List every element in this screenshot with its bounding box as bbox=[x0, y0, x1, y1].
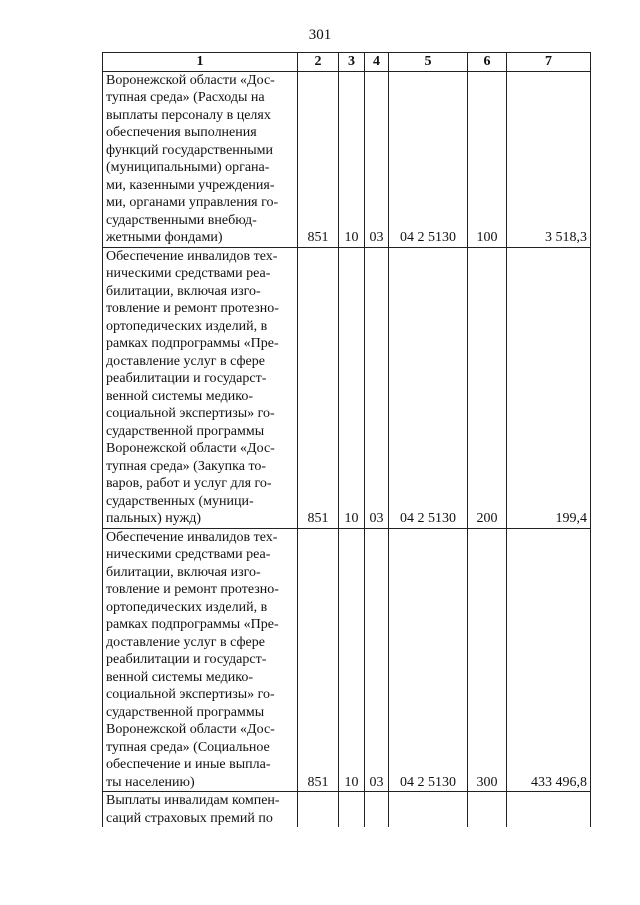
row-code-col-5: 04 2 5130 bbox=[389, 71, 468, 247]
row-code-col-6: 200 bbox=[468, 247, 507, 528]
header-col-7: 7 bbox=[507, 53, 591, 72]
row-code-col-3: 10 bbox=[339, 528, 365, 792]
row-code-col-5 bbox=[389, 792, 468, 828]
row-code-col-6: 100 bbox=[468, 71, 507, 247]
header-col-5: 5 bbox=[389, 53, 468, 72]
table-row bbox=[103, 528, 591, 792]
row-code-col-3: 10 bbox=[339, 247, 365, 528]
row-code-col-4 bbox=[365, 792, 389, 828]
row-code-col-2: 851 bbox=[298, 247, 339, 528]
row-amount: 199,4 bbox=[507, 247, 591, 528]
table-row bbox=[103, 247, 591, 528]
row-code-col-2 bbox=[298, 792, 339, 828]
header-row bbox=[103, 53, 591, 72]
table-row bbox=[103, 792, 591, 828]
row-code-col-4: 03 bbox=[365, 528, 389, 792]
row-amount: 3 518,3 bbox=[507, 71, 591, 247]
row-code-col-6: 300 bbox=[468, 528, 507, 792]
row-code-col-4: 03 bbox=[365, 247, 389, 528]
row-description: Воронежской области «Дос- тупная среда» (Расходы на выплаты персоналу в целях обеспечения выполнения функций государственными (муниципальными) органа- ми, казенными учреждения- ми, органами управления го- сударственными внебюд- жетными фондами) bbox=[103, 71, 298, 247]
header-col-1: 1 bbox=[103, 53, 298, 72]
row-amount: 433 496,8 bbox=[507, 528, 591, 792]
header-col-2: 2 bbox=[298, 53, 339, 72]
header-col-3: 3 bbox=[339, 53, 365, 72]
row-description: Обеспечение инвалидов тех- ническими средствами реа- билитации, включая изго- товление и ремонт протезно- ортопедических изделий, в рамках подпрограммы «Пре- доставление услуг в сфере реабилитации и государст- венной системы медико- социальной экспертизы» го- сударственной программы Воронежской области «Дос- тупная среда» (Закупка то- варов, работ и услуг для го- сударственных (муници- пальных) нужд) bbox=[103, 247, 298, 528]
row-amount bbox=[507, 792, 591, 828]
header-col-6: 6 bbox=[468, 53, 507, 72]
row-description: Обеспечение инвалидов тех- ническими средствами реа- билитации, включая изго- товление и ремонт протезно- ортопедических изделий, в рамках подпрограммы «Пре- доставление услуг в сфере реабилитации и государст- венной системы медико- социальной экспертизы» го- сударственной программы Воронежской области «Дос- тупная среда» (Социальное обеспечение и иные выпла- ты населению) bbox=[103, 528, 298, 792]
row-code-col-5: 04 2 5130 bbox=[389, 247, 468, 528]
row-code-col-3 bbox=[339, 792, 365, 828]
row-code-col-3: 10 bbox=[339, 71, 365, 247]
page-number: 301 bbox=[308, 27, 332, 43]
row-code-col-6 bbox=[468, 792, 507, 828]
row-code-col-2: 851 bbox=[298, 71, 339, 247]
header-col-4: 4 bbox=[365, 53, 389, 72]
row-code-col-2: 851 bbox=[298, 528, 339, 792]
row-description: Выплаты инвалидам компен- саций страховых премий по bbox=[103, 792, 298, 828]
row-code-col-4: 03 bbox=[365, 71, 389, 247]
table-row bbox=[103, 71, 591, 247]
row-code-col-5: 04 2 5130 bbox=[389, 528, 468, 792]
budget-table bbox=[102, 52, 591, 827]
